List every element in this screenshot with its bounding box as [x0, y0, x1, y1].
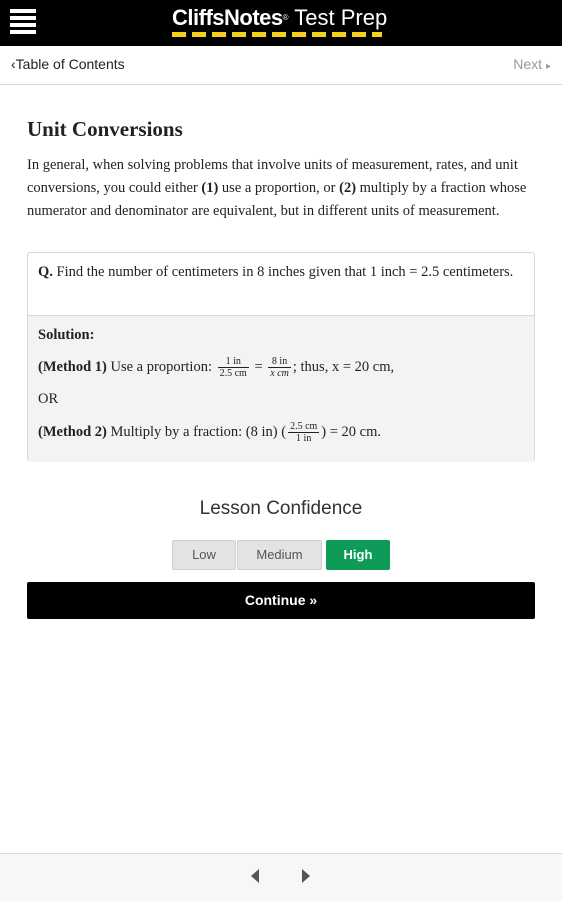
lesson-title: Unit Conversions: [27, 117, 183, 141]
fraction: [268, 356, 291, 379]
or-text: OR: [38, 391, 59, 407]
solution-label: [38, 327, 94, 344]
solution-heading: Solution:: [38, 327, 95, 343]
toc-label: Table of Contents: [15, 56, 125, 72]
next-label: Next: [513, 56, 543, 72]
logo-brand: CliffsNotes: [172, 5, 283, 30]
fraction-numerator: 1 in: [218, 356, 249, 368]
method1-result: ; thus, x = 20 cm,: [292, 358, 395, 375]
triangle-right-icon: ▸: [545, 61, 551, 72]
equals-sign: =: [250, 358, 267, 375]
fraction-denominator: 1 in: [296, 433, 312, 444]
lesson-confidence-title: Lesson Confidence: [199, 498, 363, 519]
fraction-denominator: x cm: [270, 368, 289, 379]
or-line: [38, 391, 58, 408]
confidence-high-button[interactable]: High: [326, 540, 390, 570]
confidence-low-button[interactable]: Low: [172, 540, 236, 570]
intro-text: In general, when solving problems that involve units of measurement, rates, and unit conversions, you could either: [27, 157, 518, 196]
question-label: Q.: [38, 264, 53, 280]
logo-stripe: [172, 32, 382, 37]
menu-line: [10, 16, 36, 20]
logo-product: Test Prep: [294, 5, 388, 30]
question: [28, 253, 534, 313]
lesson-content: [27, 117, 535, 223]
next-arrow-icon[interactable]: [302, 869, 310, 883]
method1-line: [38, 356, 394, 379]
example-box: [27, 252, 535, 462]
fraction-numerator: 8 in: [268, 356, 291, 368]
continue-button[interactable]: Continue »: [27, 582, 535, 619]
method2-label: (Method 2): [38, 423, 107, 440]
fraction-numerator: 2.5 cm: [290, 421, 318, 432]
menu-line: [10, 23, 36, 27]
app-header: [0, 0, 562, 46]
intro-text: use a proportion, or: [218, 180, 340, 196]
chevron-left-icon: ‹: [11, 56, 16, 72]
method2-text: Multiply by a fraction: (8 in) (: [106, 423, 287, 440]
logo-registered: ®: [282, 13, 289, 22]
previous-arrow-icon[interactable]: [251, 869, 259, 883]
fraction: [288, 421, 319, 444]
hamburger-icon[interactable]: [10, 9, 36, 35]
next-link[interactable]: [513, 56, 551, 72]
menu-line: [10, 30, 36, 34]
lesson-nav: [0, 47, 562, 85]
fraction: [218, 356, 249, 379]
intro-bold-1: (1): [201, 180, 219, 196]
intro-bold-2: (2): [339, 180, 357, 196]
cliffsnotes-logo: [172, 6, 392, 40]
confidence-medium-button[interactable]: Medium: [237, 540, 322, 570]
menu-line: [10, 9, 36, 13]
fraction-denominator: 2.5 cm: [219, 368, 247, 379]
method2-result: ) = 20 cm.: [321, 423, 382, 440]
method1-text: Use a proportion:: [106, 358, 216, 375]
bottom-nav: [0, 853, 562, 901]
method1-label: (Method 1): [38, 358, 107, 375]
method2-line: [38, 421, 381, 444]
table-of-contents-link[interactable]: [11, 56, 125, 72]
intro-text: multiply by a fraction whose numerator and denominator are equivalent, but in different units of measurement.: [27, 180, 527, 219]
question-text: Find the number of centimeters in 8 inches given that 1 inch = 2.5 centimeters.: [52, 264, 514, 280]
lesson-intro: [27, 154, 535, 223]
solution-panel: [28, 315, 534, 462]
